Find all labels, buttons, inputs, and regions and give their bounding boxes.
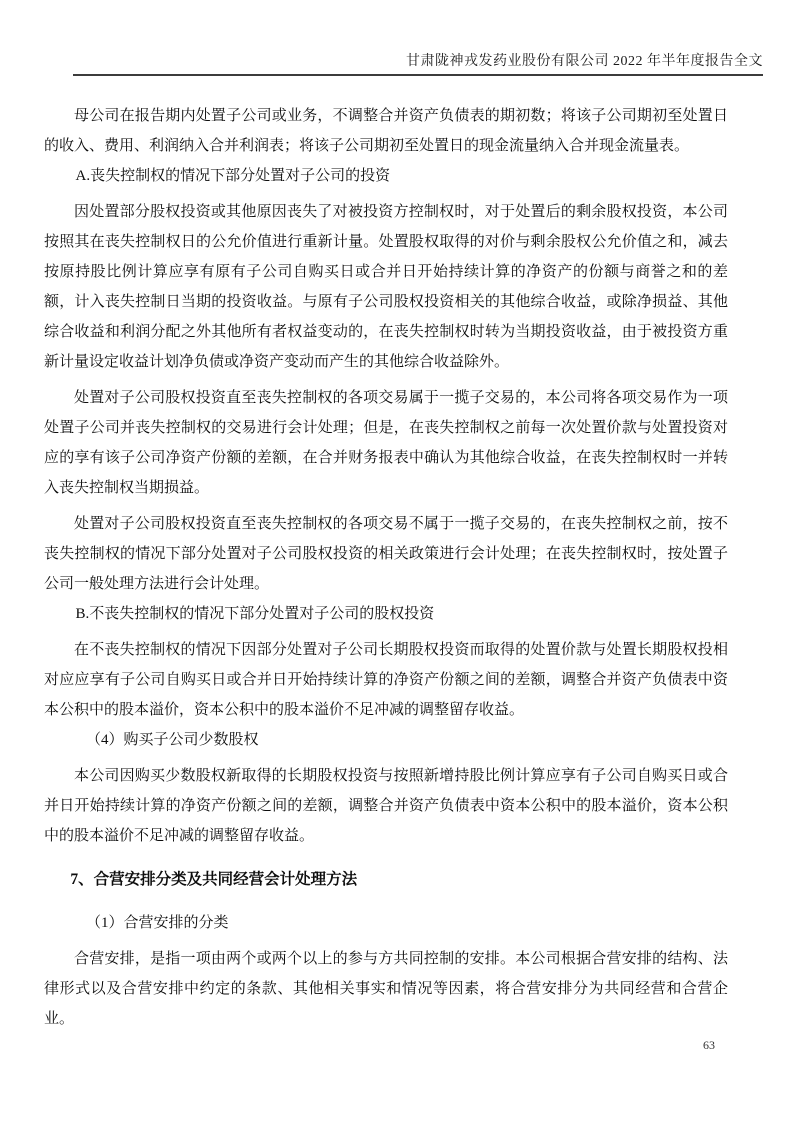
paragraph: 在不丧失控制权的情况下因部分处置对子公司长期股权投资而取得的处置价款与处置长期股权投相对应应享有子公司自购买日或合并日开始持续计算的净资产份额之间的差额，调整合并资产负债表中资本公积中的股本溢价，资本公积中的股本溢价不足冲减的调整留存收益。 bbox=[44, 642, 728, 718]
section-label-a: A.丧失控制权的情况下部分处置对子公司的投资 bbox=[75, 168, 391, 184]
document-body bbox=[44, 101, 728, 1034]
paragraph: 处置对子公司股权投资直至丧失控制权的各项交易属于一揽子交易的，本公司将各项交易作为一项处置子公司并丧失控制权的交易进行会计处理；但是，在丧失控制权之前每一次处置价款与处置投资对应的享有该子公司净资产份额的差额，在合并财务报表中确认为其他综合收益，在丧失控制权时一并转入丧失控制权当期损益。 bbox=[44, 390, 728, 496]
paragraph: 因处置部分股权投资或其他原因丧失了对被投资方控制权时，对于处置后的剩余股权投资，本公司按照其在丧失控制权日的公允价值进行重新计量。处置股权取得的对价与剩余股权公允价值之和，减去按原持股比例计算应享有原有子公司自购买日或合并日开始持续计算的净资产的份额与商誉之和的差额，计入丧失控制日当期的投资收益。与原有子公司股权投资相关的其他综合收益，或除净损益、其他综合收益和利润分配之外其他所有者权益变动的，在丧失控制权时转为当期投资收益，由于被投资方重新计量设定收益计划净负债或净资产变动而产生的其他综合收益除外。 bbox=[44, 204, 728, 370]
page-footer bbox=[0, 1038, 715, 1053]
paragraph: 母公司在报告期内处置子公司或业务，不调整合并资产负债表的期初数；将该子公司期初至处置日的收入、费用、利润纳入合并利润表；将该子公司期初至处置日的现金流量纳入合并现金流量表。 bbox=[44, 108, 728, 154]
subsection-label: （1）合营安排的分类 bbox=[86, 915, 229, 931]
section-label-b: B.不丧失控制权的情况下部分处置对子公司的股权投资 bbox=[75, 606, 435, 622]
paragraph: 合营安排，是指一项由两个或两个以上的参与方共同控制的安排。本公司根据合营安排的结构、法律形式以及合营安排中约定的条款、其他相关事实和情况等因素，将合营安排分为共同经营和合营企业。 bbox=[44, 951, 728, 1027]
page-header bbox=[73, 53, 763, 76]
paragraph: 处置对子公司股权投资直至丧失控制权的各项交易不属于一揽子交易的，在丧失控制权之前，按不丧失控制权的情况下部分处置对子公司股权投资的相关政策进行会计处理；在丧失控制权时，按处置子公司一般处理方法进行会计处理。 bbox=[44, 516, 728, 592]
section-heading: 7、合营安排分类及共同经营会计处理方法 bbox=[70, 871, 358, 888]
header-title: 甘肃陇神戎发药业股份有限公司 2022 年半年度报告全文 bbox=[406, 54, 763, 69]
page-number: 63 bbox=[703, 1038, 715, 1052]
subsection-label: （4）购买子公司少数股权 bbox=[86, 732, 259, 748]
paragraph: 本公司因购买少数股权新取得的长期股权投资与按照新增持股比例计算应享有子公司自购买日或合并日开始持续计算的净资产份额之间的差额，调整合并资产负债表中资本公积中的股本溢价，资本公积中的股本溢价不足冲减的调整留存收益。 bbox=[44, 768, 728, 844]
